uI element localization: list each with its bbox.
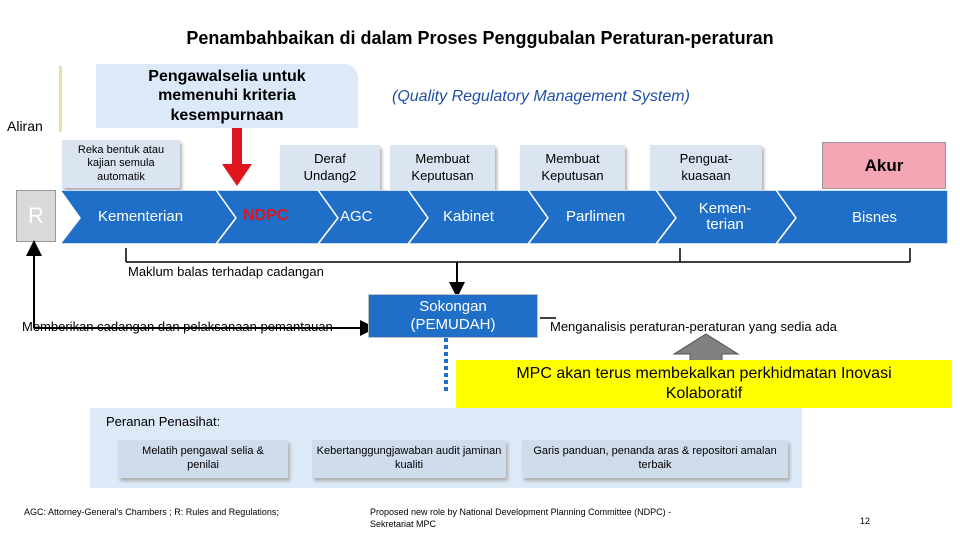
akur-box: Akur <box>822 142 946 189</box>
mpc-box: MPC akan terus membekalkan perkhidmatan Inovasi Kolaboratif <box>456 360 952 408</box>
stage-decision-2: Membuat Keputusan <box>520 145 625 190</box>
r-box: R <box>16 190 56 242</box>
stage-enforcement: Penguat-kuasaan <box>650 145 762 190</box>
chevron-ndpc: NDPC <box>243 207 289 224</box>
pemudah-box: Sokongan (PEMUDAH) <box>368 294 538 338</box>
advisory-item-training: Melatih pengawal selia & penilai <box>118 440 288 478</box>
advisory-item-guidelines: Garis panduan, penanda aras & repositori amalan terbaik <box>522 440 788 478</box>
qrms-label: (Quality Regulatory Management System) <box>392 88 690 105</box>
page-number: 12 <box>860 516 871 526</box>
chevron-agc: AGC <box>340 208 373 225</box>
flow-label: Aliran <box>7 118 43 134</box>
stage-draft: Deraf Undang2 <box>280 145 380 190</box>
chevron-kementerian-2: Kemen-terian <box>698 199 752 233</box>
grey-up-arrow <box>670 332 742 362</box>
chevron-kabinet: Kabinet <box>443 208 494 225</box>
left-note: Memberikan cadangan dan pelaksanaan pemantauan <box>22 319 333 334</box>
chevron-parlimen: Parlimen <box>566 208 626 225</box>
page-title: Penambahbaikan di dalam Proses Penggubalan Peraturan-peraturan <box>186 28 774 48</box>
chevron-kementerian: Kementerian <box>98 208 184 225</box>
footnote-right: Proposed new role by National Development Planning Committee (NDPC) - Sekretariat MPC <box>370 507 672 529</box>
advisory-title: Peranan Penasihat: <box>106 414 221 429</box>
advisory-item-audit: Kebertanggungjawaban audit jaminan kualiti <box>312 440 506 478</box>
right-note: Menganalisis peraturan-peraturan yang sedia ada <box>550 319 837 334</box>
review-text: Reka bentuk atau kajian semula automatik <box>77 144 165 183</box>
stage-decision-1: Membuat Keputusan <box>390 145 495 190</box>
footnote-left: AGC: Attorney-General's Chambers ; R: Rules and Regulations; <box>24 507 279 517</box>
feedback-label: Maklum balas terhadap cadangan <box>128 264 324 279</box>
chevron-bisnes: Bisnes <box>852 209 898 226</box>
oversight-text: Pengawalselia untuk memenuhi kriteria kesempurnaan <box>148 68 306 124</box>
